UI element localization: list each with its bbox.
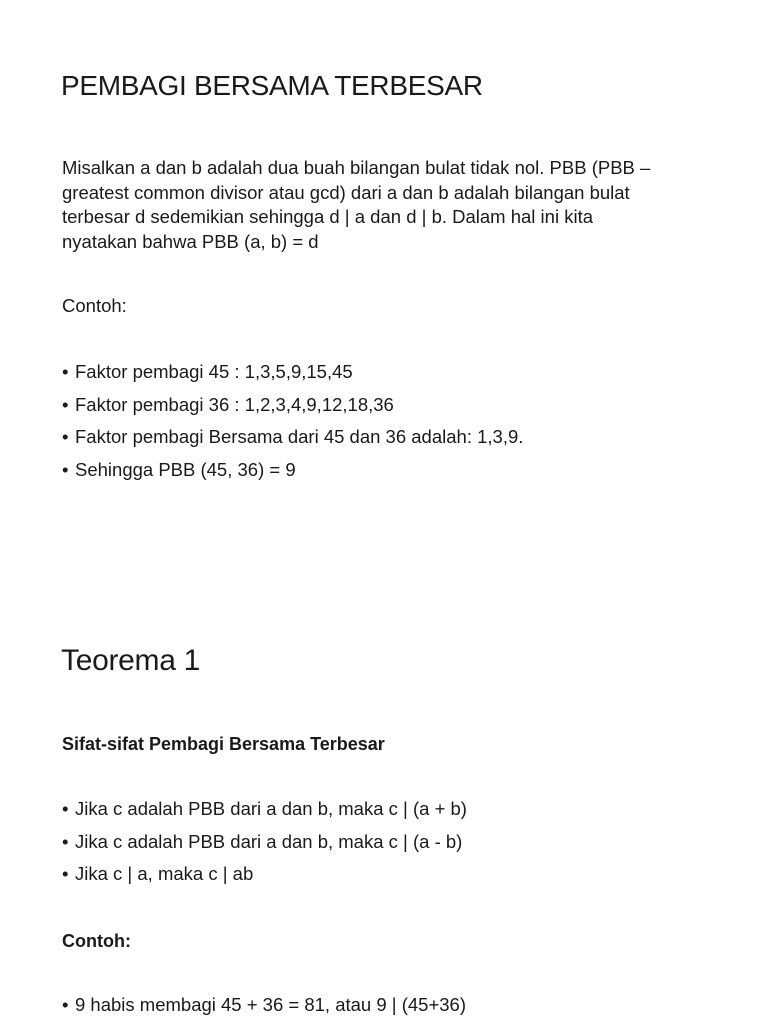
example-label: Contoh: bbox=[62, 295, 127, 316]
property-list bbox=[62, 797, 467, 895]
section-subtitle: Sifat-sifat Pembagi Bersama Terbesar bbox=[62, 734, 385, 754]
paragraph-line: nyatakan bahwa PBB (a, b) = d bbox=[62, 230, 319, 252]
definition-paragraph bbox=[62, 156, 722, 254]
factor-list bbox=[62, 360, 523, 490]
bullet-glyph: • bbox=[62, 798, 69, 819]
list-item bbox=[62, 360, 523, 393]
paragraph-line: greatest common divisor atau gcd) dari a dan b adalah bilangan bulat bbox=[62, 181, 630, 203]
list-item bbox=[62, 797, 467, 830]
paragraph-line: Misalkan a dan b adalah dua buah bilangan bulat tidak nol. PBB (PBB – bbox=[62, 157, 651, 178]
bullet-glyph: • bbox=[62, 458, 69, 480]
list-item-text: Faktor pembagi 36 : 1,2,3,4,9,12,18,36 bbox=[75, 393, 394, 415]
example-label-2: Contoh: bbox=[62, 931, 131, 951]
list-item-text: Faktor pembagi 45 : 1,3,5,9,15,45 bbox=[75, 361, 353, 382]
list-item-text: Jika c adalah PBB dari a dan b, maka c | (a - b) bbox=[75, 830, 463, 852]
bullet-glyph: • bbox=[62, 863, 69, 884]
bullet-glyph: • bbox=[62, 361, 69, 382]
list-item bbox=[62, 862, 467, 895]
bullet-glyph: • bbox=[62, 994, 69, 1015]
example-list bbox=[62, 993, 466, 1026]
paragraph-line: terbesar d sedemikian sehingga d | a dan d | b. Dalam hal ini kita bbox=[62, 206, 593, 227]
list-item-text: 9 habis membagi 45 + 36 = 81, atau 9 | (45+36) bbox=[75, 994, 467, 1015]
list-item bbox=[62, 830, 467, 863]
bullet-glyph: • bbox=[62, 393, 69, 415]
list-item-text: Jika c adalah PBB dari a dan b, maka c | (a + b) bbox=[75, 798, 467, 819]
bullet-glyph: • bbox=[62, 830, 69, 852]
list-item bbox=[62, 993, 466, 1026]
list-item-text: Faktor pembagi Bersama dari 45 dan 36 adalah: 1,3,9. bbox=[75, 426, 524, 447]
list-item-text: Sehingga PBB (45, 36) = 9 bbox=[75, 458, 296, 480]
list-item bbox=[62, 458, 523, 491]
list-item bbox=[62, 393, 523, 426]
section-title-pbb: PEMBAGI BERSAMA TERBESAR bbox=[61, 70, 483, 101]
bullet-glyph: • bbox=[62, 426, 69, 447]
list-item-text: Jika c | a, maka c | ab bbox=[75, 863, 254, 884]
section-title-teorema: Teorema 1 bbox=[61, 644, 201, 677]
list-item bbox=[62, 425, 523, 458]
